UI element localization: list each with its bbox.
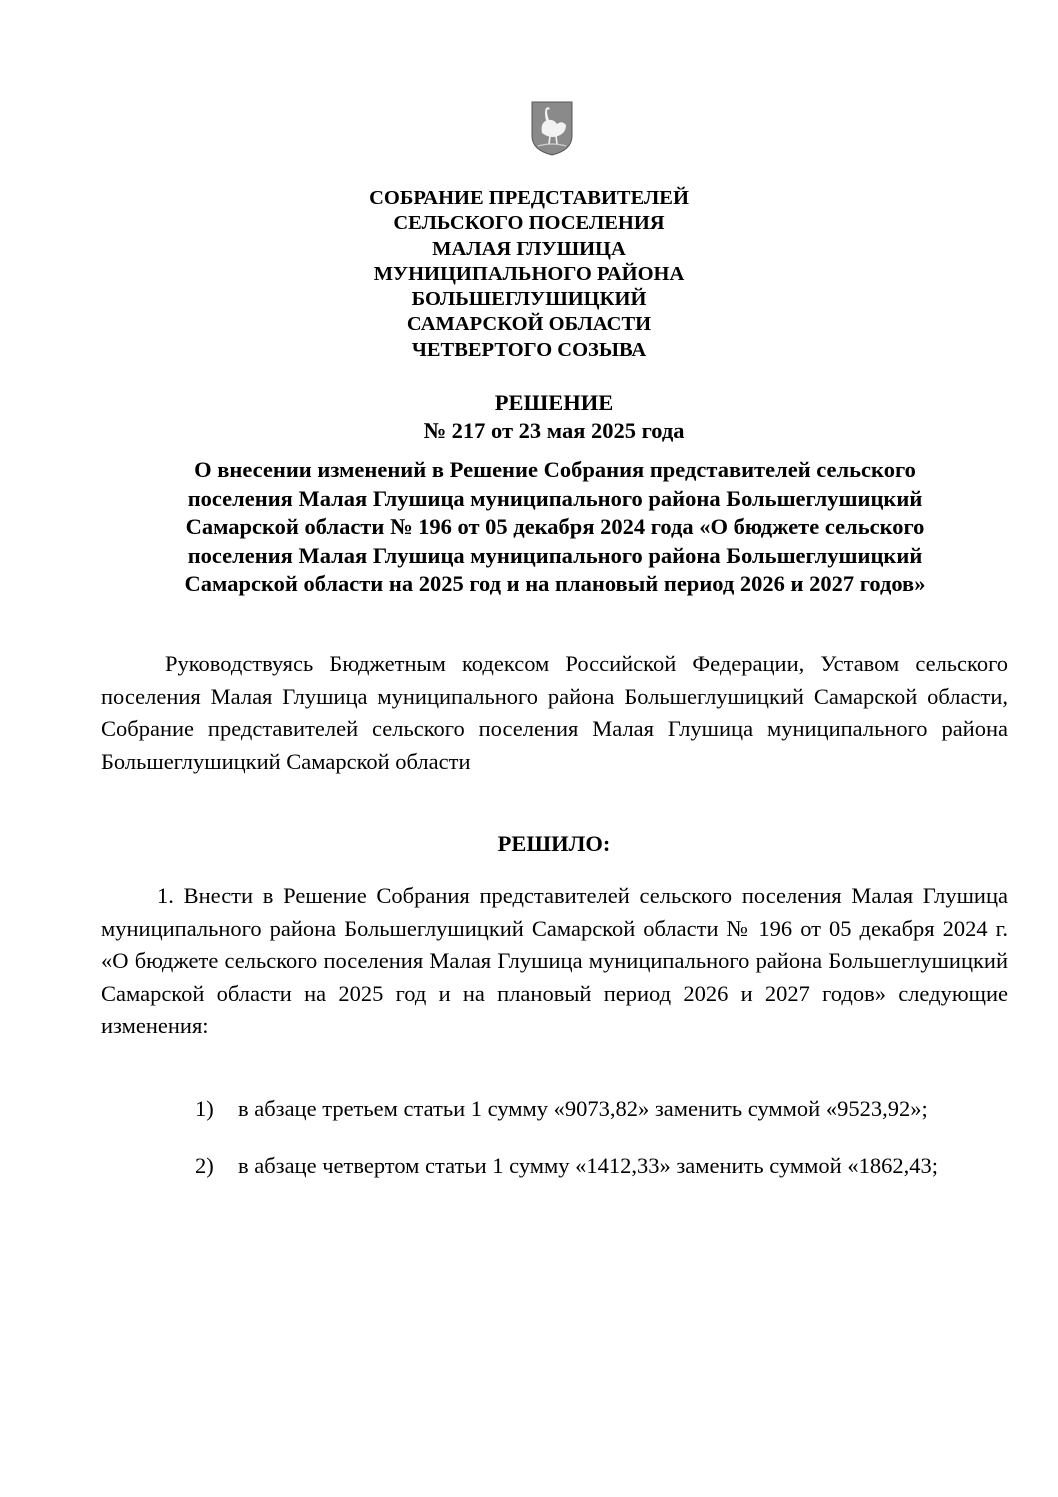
subitem-text: в абзаце четвертом статьи 1 сумму «1412,33» заменить суммой «1862,43; (238, 1153, 938, 1178)
subitem (195, 1093, 1008, 1126)
issuing-body-header (0, 186, 1058, 363)
item-1-paragraph: 1. Внести в Решение Собрания представителей сельского поселения Малая Глушица муниципального района Большеглушицкий Самарской области № 196 от 05 декабря 2024 г. «О бюджете сельского поселения Малая Глушица муниципального района Большеглушицкий Самарской области на 2025 год и на плановый период 2026 и 2027 годов» следующие изменения: (101, 883, 1008, 1038)
header-line: ЧЕТВЕРТОГО СОЗЫВА (411, 338, 647, 361)
subitem (195, 1150, 1008, 1183)
subitem-number: 1) (195, 1096, 214, 1121)
header-line: МУНИЦИПАЛЬНОГО РАЙОНА (373, 262, 685, 285)
header-line: САМАРСКОЙ ОБЛАСТИ (406, 313, 652, 336)
decision-heading (0, 389, 1058, 445)
coat-of-arms-icon (530, 100, 574, 156)
decision-number-date: № 217 от 23 мая 2025 года (423, 418, 685, 443)
preamble-paragraph: Руководствуясь Бюджетным кодексом Российской Федерации, Уставом сельского поселения Малая Глушица муниципального района Большеглушицкий Самарской области, Собрание представителей сельского поселения Малая Глушица муниципального района Большеглушицкий Самарской области (101, 651, 1008, 774)
decision-subject (100, 456, 1010, 599)
subitem-number: 2) (195, 1153, 214, 1178)
header-line: СЕЛЬСКОГО ПОСЕЛЕНИЯ (393, 212, 665, 235)
subitem-text: в абзаце третьем статьи 1 сумму «9073,82» заменить суммой «9523,92»; (238, 1096, 928, 1121)
subject-line: О внесении изменений в Решение Собрания представителей сельского (194, 457, 916, 482)
subject-line: Самарской области № 196 от 05 декабря 2024 года «О бюджете сельского (185, 514, 925, 539)
header-line: МАЛАЯ ГЛУШИЦА (432, 237, 626, 260)
header-line: СОБРАНИЕ ПРЕДСТАВИТЕЛЕЙ (369, 187, 689, 209)
subject-line: поселения Малая Глушица муниципального района Большеглушицкий (187, 542, 923, 568)
resolved-heading: РЕШИЛО: (497, 831, 611, 856)
subject-line: Самарской области на 2025 год и на плановый период 2026 и 2027 годов» (184, 571, 926, 596)
subject-line: поселения Малая Глушица муниципального района Большеглушицкий (187, 485, 923, 511)
decision-title: РЕШЕНИЕ (494, 390, 614, 415)
header-line: БОЛЬШЕГЛУШИЦКИЙ (411, 288, 647, 311)
